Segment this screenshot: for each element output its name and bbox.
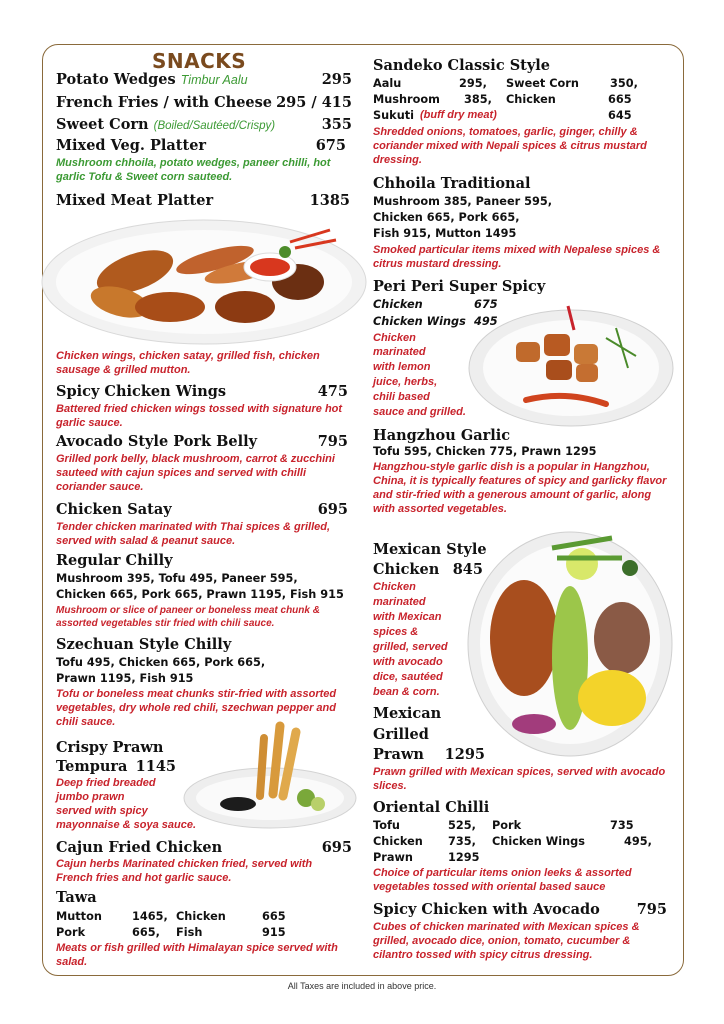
szechuan-prices-1: Tofu 495, Chicken 665, Pork 665, [56,656,266,669]
tempura-image [178,716,358,836]
hangzhou-prices: Tofu 595, Chicken 775, Prawn 1295 [373,445,597,458]
tax-note: All Taxes are included in above price. [287,981,437,991]
peri-desc-5: chili based [373,391,430,403]
mex-desc-1: Chicken [373,581,416,593]
peri-peri-image [456,298,676,428]
hangzhou-desc: Hangzhou-style garlic dish is a popular in Hangzhou, China, it is typically features of spicy and garlicky flavor and stir-fried with a generous amount of garlic, along with assorted vegetables. [373,461,667,515]
mex-desc-7: dice, sautéed [373,671,443,683]
item-oriental-chilli: Oriental Chilli [373,799,490,816]
peri-desc-6: sauce and grilled. [373,406,466,418]
item-tawa: Tawa [56,889,97,906]
tempura-desc-2: jumbo prawn [56,791,125,803]
peri-desc-2: marinated [373,346,426,358]
item-tempura: Tempura 1145 [56,758,176,775]
mixed-veg-desc: Mushroom chhoila, potato wedges, paneer chilli, hot garlic Tofu & Sweet corn sauteed. [56,157,331,183]
item-peri-peri: Peri Peri Super Spicy [373,278,546,295]
mex-desc-3: with Mexican [373,611,442,623]
mex-desc-6: with avocado [373,656,443,668]
chhoila-prices-1: Mushroom 385, Paneer 595, [373,195,552,208]
spicy-wings-desc: Battered fried chicken wings tossed with signature hot garlic sauce. [56,403,343,429]
mex-desc-5: grilled, served [373,641,448,653]
item-cajun-chicken: Cajun Fried Chicken 695 [56,839,352,856]
regular-chilly-desc: Mushroom or slice of paneer or boneless meat chunk & assorted vegetables stir fried with chili sauce. [56,605,320,629]
item-mexican-style: Mexican Style [373,541,487,558]
item-mixed-veg: Mixed Veg. Platter 675 [56,137,346,154]
item-french-fries: French Fries / with Cheese 295 / 415 [56,94,352,111]
mex-desc-8: bean & corn. [373,686,440,698]
mex-desc-4: spices & [373,626,419,638]
item-prawn: Prawn 1295 [373,746,485,763]
item-chhoila: Chhoila Traditional [373,175,531,192]
item-potato-wedges: Potato Wedges Timbur Aalu 295 [56,71,352,88]
sandeko-desc: Shredded onions, tomatoes, garlic, ginger, chilly & coriander mixed with Nepali spices & citrus mustard dressing. [373,126,647,166]
tempura-desc-3: served with spicy [56,805,148,817]
cajun-desc: Cajun herbs Marinated chicken fried, served with French fries and hot garlic sauce. [56,858,313,884]
oriental-desc: Choice of particular items onion leeks & assorted vegetables tossed with oriental based sauce [373,867,632,893]
chhoila-prices-2: Chicken 665, Pork 665, [373,211,520,224]
item-regular-chilly: Regular Chilly [56,552,173,569]
item-mixed-meat: Mixed Meat Platter 1385 [56,192,350,209]
avocado-desc: Cubes of chicken marinated with Mexican spices & grilled, avocado dice, onion, tomato, cucumber & cilantro tossed with spicy citrus dressing. [373,921,640,961]
tempura-desc-1: Deep fried breaded [56,777,156,789]
item-chicken-satay: Chicken Satay 695 [56,501,348,518]
mixed-meat-platter-image [40,212,368,346]
item-spicy-wings: Spicy Chicken Wings 475 [56,383,348,400]
item-mexican: Mexican [373,705,442,722]
regular-chilly-prices-2: Chicken 665, Pork 665, Prawn 1195, Fish 915 [56,588,344,601]
item-mexican-chicken: Chicken 845 [373,561,483,578]
item-grilled: Grilled [373,726,429,743]
item-sandeko: Sandeko Classic Style [373,57,551,74]
chhoila-prices-3: Fish 915, Mutton 1495 [373,227,517,240]
item-hangzhou: Hangzhou Garlic [373,427,511,444]
tempura-desc-4: mayonnaise & soya sauce. [56,819,197,831]
item-sweet-corn: Sweet Corn (Boiled/Sautéed/Crispy) 355 [56,116,352,133]
peri-desc-1: Chicken [373,332,416,344]
szechuan-desc: Tofu or boneless meat chunks stir-fried with assorted vegetables, dry whole red chili, szechwan pepper and chili sauce. [56,688,337,728]
mex-prawn-desc: Prawn grilled with Mexican spices, served with avocado slices. [373,766,666,792]
snacks-title: SNACKS [152,49,247,73]
szechuan-prices-2: Prawn 1195, Fish 915 [56,672,194,685]
mex-desc-2: marinated [373,596,426,608]
mexican-chicken-image [462,528,674,760]
mixed-meat-desc: Chicken wings, chicken satay, grilled fish, chicken sausage & grilled mutton. [56,350,320,376]
tawa-desc: Meats or fish grilled with Himalayan spice served with salad. [56,942,338,968]
item-pork-belly: Avocado Style Pork Belly 795 [56,433,348,450]
item-spicy-chicken-avocado: Spicy Chicken with Avocado 795 [373,901,667,918]
chicken-satay-desc: Tender chicken marinated with Thai spices & grilled, served with salad & peanut sauce. [56,521,331,547]
peri-desc-4: juice, herbs, [373,376,438,388]
pork-belly-desc: Grilled pork belly, black mushroom, carrot & zucchini sauteed with cajun spices and served with chilli coriander sauce. [56,453,335,493]
chhoila-desc: Smoked particular items mixed with Nepalese spices & citrus mustard dressing. [373,244,661,270]
item-szechuan-chilly: Szechuan Style Chilly [56,636,232,653]
item-crispy-prawn: Crispy Prawn [56,739,164,756]
regular-chilly-prices-1: Mushroom 395, Tofu 495, Paneer 595, [56,572,298,585]
peri-desc-3: with lemon [373,361,431,373]
